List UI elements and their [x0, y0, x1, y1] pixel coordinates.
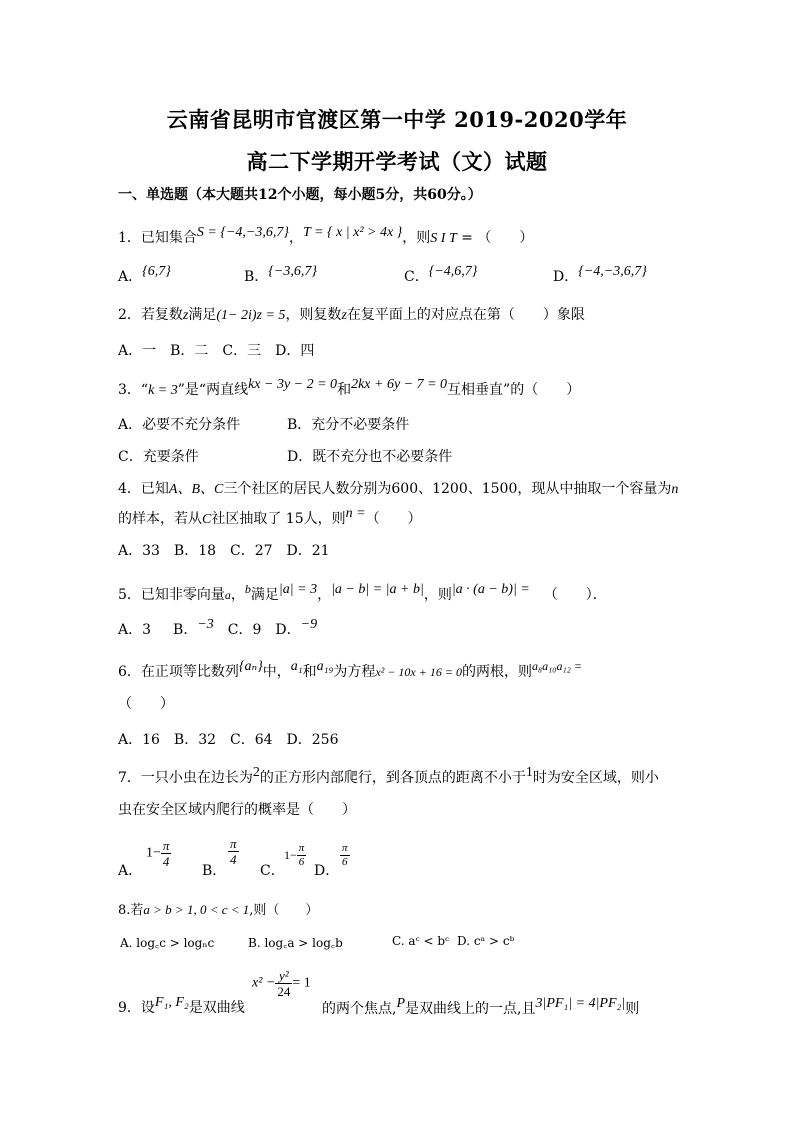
q5-condition2: |a − b| = |a + b|: [331, 582, 424, 597]
q5-comma: ，: [230, 587, 245, 603]
q7-a-one-minus: 1−: [146, 845, 161, 861]
q5-vector-b: b: [244, 582, 251, 596]
q7-a-den: 4: [162, 854, 170, 869]
q7-c-one-minus: 1−: [284, 848, 297, 862]
q7-b-den: 4: [230, 852, 237, 867]
q3-option-a: A．必要不充分条件: [118, 417, 241, 433]
q9-hyperbola: [252, 968, 311, 999]
q7-option-a-value: [146, 838, 171, 869]
question-5: [118, 582, 607, 606]
q4-line2a: 的样本，若从: [118, 511, 202, 527]
q9-mid2: 的两个焦点,: [322, 1001, 397, 1017]
q5-option-d-value: −9: [300, 617, 318, 632]
q7-option-c-label: C．: [260, 863, 285, 879]
q1-option-a-letter: A．: [118, 269, 143, 285]
q9-eq1: = 1: [292, 975, 311, 991]
q7-line1c: 时为安全区域，则小: [532, 770, 659, 786]
question-2: [118, 305, 585, 326]
q2-text2: 满足: [188, 307, 217, 323]
q7-option-c-value: [284, 842, 306, 869]
q6-mid2: 为方程: [333, 664, 376, 680]
q5-comma2: ，: [317, 587, 332, 603]
q9-pre: 9．设: [118, 1000, 155, 1016]
q6-mid3: 的两根，则: [461, 664, 532, 680]
q2-equation: (1− 2i)z = 5: [216, 308, 286, 323]
q9-condition: 3|PF₁| = 4|PF₂|: [535, 996, 626, 1011]
q9-p: P: [396, 996, 406, 1011]
q6-blank: （ ）: [118, 696, 174, 712]
q4-line2b: 社区抽取了 15人，则: [211, 511, 346, 527]
q1-end: = （ ）: [456, 230, 534, 246]
q7-c-fraction: [297, 842, 307, 869]
q1-pre: 1．已知集合: [118, 230, 197, 246]
q7-a-fraction: [161, 838, 172, 869]
q3-and: 和: [337, 382, 352, 398]
q1-set-s: S = {−4,−3,6,7}: [196, 225, 289, 240]
q7-option-d-value: [340, 842, 350, 869]
q9-end: 则: [625, 1001, 640, 1017]
question-8: [118, 900, 318, 921]
q6-sequence: {aₙ}: [238, 659, 263, 674]
exam-title-line2: 高二下学期开学考试（文）试题: [246, 149, 548, 174]
question-4-line2: [118, 506, 422, 530]
q3-option-c: C．充要条件: [118, 449, 199, 465]
q7-option-b-label: B．: [202, 863, 227, 879]
q8-condition: a > b > 1, 0 < c < 1: [143, 902, 250, 917]
q5-option-d: D．: [275, 622, 301, 638]
q4-line1b: 三个社区的居民人数分别为600、1200、1500，现从中抽取一个容量为: [223, 481, 672, 497]
q2-text4: 在复平面上的对应点在第（ ）象限: [346, 307, 585, 323]
q7-d-num: π: [342, 842, 348, 854]
q7-two: 2: [252, 765, 260, 780]
q4-line1a: 4．已知: [118, 481, 169, 497]
q7-option-d-label: D．: [314, 863, 340, 879]
q6-product: a₈a₁₀a₁₂ =: [531, 659, 582, 673]
q1-post: ，则: [402, 230, 431, 246]
q5-option-a: A．3: [118, 622, 152, 638]
q9-foci: F₁, F₂: [154, 995, 189, 1010]
q7-d-den: 6: [342, 856, 348, 868]
q6-pre: 6．在正项等比数列: [118, 664, 239, 680]
q1-option-c-value: {−4,6,7}: [428, 264, 478, 279]
q4-options: A．33 B．18 C．27 D．21: [118, 543, 330, 559]
q3-option-d: D．既不充分也不必要条件: [287, 449, 453, 465]
exam-title-line1: 云南省昆明市官渡区第一中学 2019-2020学年: [166, 107, 628, 132]
q2-options: A．一 B．二 C．三 D．四: [118, 343, 315, 359]
q7-d-fraction: [340, 842, 350, 869]
q7-a-num: π: [162, 838, 170, 853]
q9-y2: y²: [275, 968, 292, 984]
q9-x2: x² −: [252, 975, 276, 991]
q3-post: 互相垂直”的（ ）: [447, 382, 581, 398]
q4-neq: n =: [345, 506, 366, 521]
q1-option-c: [404, 266, 477, 286]
q2-z: z: [182, 308, 189, 323]
q7-c-den: 6: [298, 856, 305, 868]
q8-option-b: B. log꜀a > log꜀b: [248, 936, 343, 950]
q2-z-2: z: [341, 308, 347, 323]
q7-b-num: π: [230, 836, 237, 851]
q3-option-b: B．充分不必要条件: [287, 417, 410, 433]
q6-and: 和: [302, 664, 317, 680]
q6-equation: x² − 10x + 16 = 0: [375, 665, 462, 679]
q8-post: ,则（ ）: [249, 903, 319, 918]
q1-option-c-letter: C．: [404, 269, 429, 285]
q5-then: ，则: [423, 587, 452, 603]
q7-option-b-value: [228, 836, 239, 867]
q5-condition1: |a| = 3: [278, 582, 318, 597]
section-heading: 一、单选题（本大题共12个小题，每小题5分，共60分。）: [118, 187, 482, 203]
q1-sep: ，: [288, 230, 303, 246]
q5-vector-a: a: [224, 588, 231, 602]
q1-option-b-letter: B．: [244, 269, 269, 285]
q6-options: A．16 B．32 C．64 D．256: [118, 732, 339, 748]
q5-expression: |a · (a − b)| =: [451, 582, 530, 597]
q8-text: 8.若: [118, 903, 144, 918]
q6-mid1: 中，: [262, 664, 291, 680]
question-3: [118, 377, 581, 401]
q9-mid3: 是双曲线上的一点,且: [405, 1001, 536, 1017]
q5-option-c: C．9: [227, 622, 262, 638]
q6-a19: a₁₉: [316, 659, 334, 674]
q9-den: 24: [277, 984, 291, 999]
q8-option-a: A. log꜀c > logₙc: [120, 936, 215, 950]
q5-end: （ ）．: [543, 587, 607, 603]
q7-b-fraction: [228, 836, 239, 867]
q4-abc: A、B、C: [168, 482, 224, 497]
q5-mid: 满足: [250, 587, 279, 603]
q7-line1b: 的正方形内部爬行，到各顶点的距离不小于: [259, 770, 526, 786]
q3-pre: 3．“: [118, 382, 149, 398]
q3-mid: ”是“两直线: [177, 382, 249, 398]
q5-options: [118, 617, 318, 641]
q4-line2c: （ ）: [365, 511, 422, 527]
q7-option-a-label: A．: [118, 863, 143, 879]
q1-option-d-letter: D．: [553, 269, 579, 285]
q4-c: C: [202, 512, 212, 527]
question-4-line1: [118, 479, 678, 500]
q7-c-num: π: [298, 842, 305, 854]
q1-option-b-value: {−3,6,7}: [268, 264, 317, 279]
q2-text3: ，则复数: [285, 307, 342, 323]
q8-option-c: C. aᶜ < bᶜ: [392, 934, 450, 948]
q1-option-d: [553, 266, 647, 286]
q1-option-a-value: {6,7}: [142, 264, 171, 279]
question-7-line1: [118, 765, 659, 789]
q3-line1: kx − 3y − 2 = 0: [248, 377, 338, 392]
q6-a1: a₁: [290, 659, 303, 674]
q1-option-d-value: {−4,−3,6,7}: [578, 264, 647, 279]
q1-set-t: T = { x | x² > 4x }: [302, 225, 403, 240]
q5-pre: 5．已知非零向量: [118, 587, 225, 603]
question-9: [118, 995, 245, 1019]
q9-fraction: [275, 968, 292, 999]
q3-k: k = 3: [148, 383, 178, 398]
q5-option-b-value: −3: [197, 617, 214, 632]
q5-option-b: B．: [173, 622, 198, 638]
q2-text1: 2．若复数: [118, 307, 183, 323]
question-7-line2: 虫在安全区域内爬行的概率是（ ）: [118, 802, 356, 818]
q1-option-a: [118, 266, 171, 286]
question-6: [118, 659, 582, 683]
q7-line1a: 7．一只小虫在边长为: [118, 770, 253, 786]
q8-option-d: D. cᵃ > cᵇ: [457, 934, 515, 948]
q1-option-b: [244, 266, 317, 286]
question-1: [118, 225, 534, 249]
q1-expr: S I T: [430, 231, 457, 246]
q7-one: 1: [525, 765, 533, 780]
q3-line2: 2kx + 6y − 7 = 0: [351, 377, 448, 392]
q4-n: n: [671, 482, 679, 497]
q9-mid1: 是双曲线: [188, 1000, 245, 1016]
q9-rest: [322, 998, 639, 1018]
